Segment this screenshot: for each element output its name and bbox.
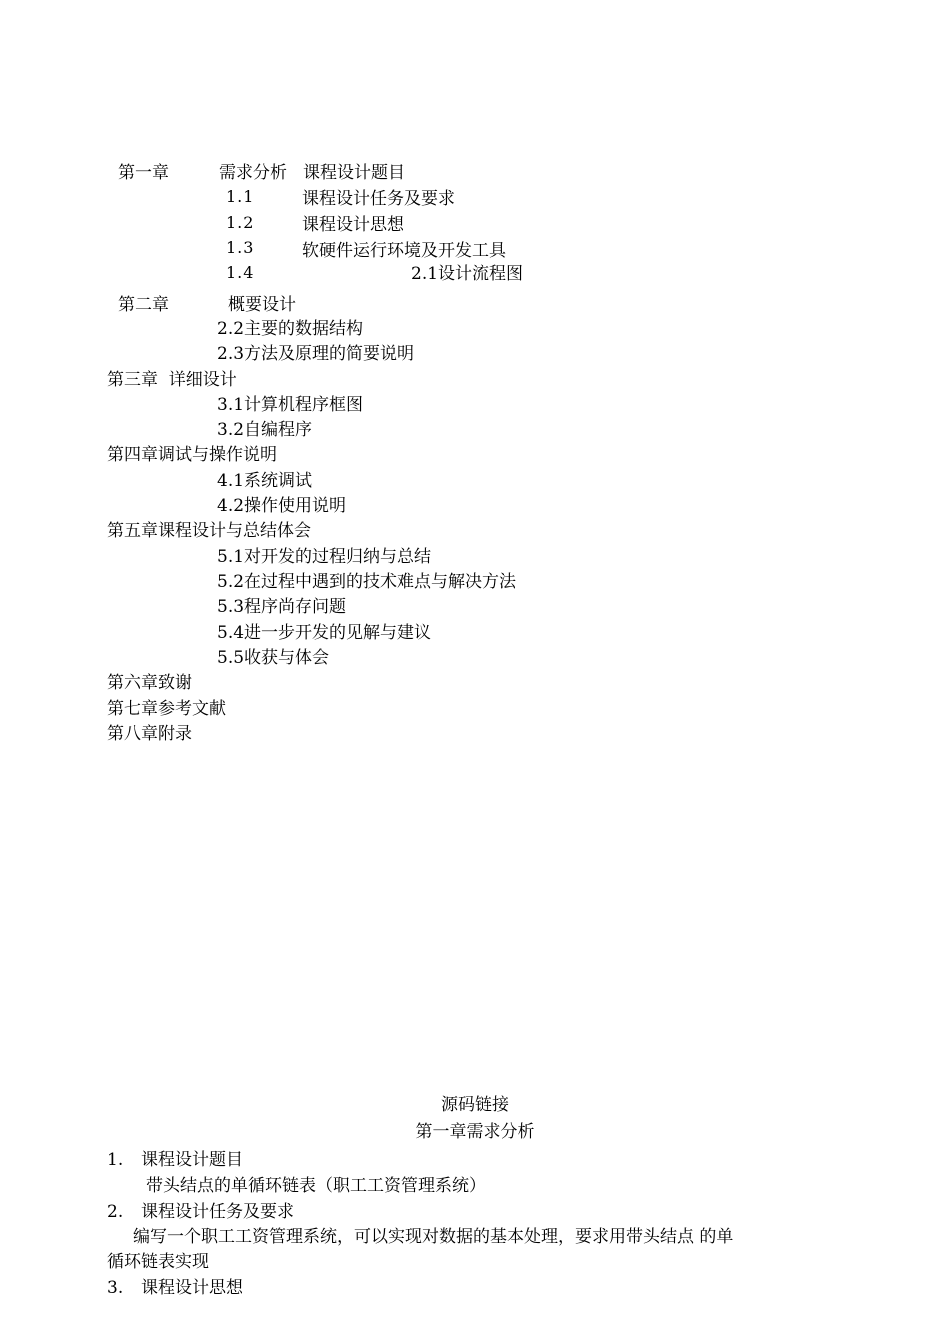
toc-item-3-2: 3.2自编程序 — [217, 420, 313, 440]
toc-item-1-1-num: 1.1 — [226, 187, 255, 206]
toc-item-5-4: 5.4进一步开发的见解与建议 — [217, 623, 432, 643]
toc-ch5: 第五章课程设计与总结体会 — [107, 521, 311, 541]
toc-item-1-2-text: 课程设计思想 — [302, 215, 404, 235]
section-3-number: 3. — [107, 1278, 124, 1298]
toc-ch4: 第四章调试与操作说明 — [107, 445, 277, 465]
toc-item-5-1: 5.1对开发的过程归纳与总结 — [217, 547, 432, 567]
chapter-heading: 第一章需求分析 — [415, 1122, 535, 1142]
section-2-text-line2: 循环链表实现 — [107, 1252, 209, 1272]
toc-ch3: 第三章 详细设计 — [107, 370, 237, 390]
section-1-text: 带头结点的单循环链表（职工工资管理系统） — [146, 1176, 486, 1196]
toc-item-1-3-text: 软硬件运行环境及开发工具 — [302, 241, 506, 261]
toc-item-2-2: 2.2主要的数据结构 — [217, 319, 364, 339]
toc-ch1-first-item: 课程设计题目 — [303, 163, 405, 183]
toc-item-1-1-text: 课程设计任务及要求 — [302, 189, 455, 209]
toc-item-5-5: 5.5收获与体会 — [217, 648, 330, 668]
section-1-title: 课程设计题目 — [141, 1150, 243, 1170]
toc-item-1-2-num: 1.2 — [226, 213, 255, 232]
toc-item-3-1: 3.1计算机程序框图 — [217, 395, 364, 415]
toc-item-4-1: 4.1系统调试 — [217, 471, 313, 491]
toc-item-2-1-text: 2.1设计流程图 — [411, 264, 524, 284]
toc-item-4-2: 4.2操作使用说明 — [217, 496, 347, 516]
toc-ch1-title: 第一章 — [118, 163, 169, 183]
toc-ch2-name: 概要设计 — [228, 295, 296, 315]
toc-item-1-4-num: 1.4 — [226, 263, 255, 282]
toc-ch6: 第六章致谢 — [107, 673, 192, 693]
source-code-link[interactable]: 源码链接 — [441, 1095, 509, 1115]
toc-ch2-title: 第二章 — [118, 295, 169, 315]
toc-item-2-3: 2.3方法及原理的简要说明 — [217, 344, 415, 364]
toc-ch1-name: 需求分析 — [219, 163, 287, 183]
section-2-number: 2. — [107, 1202, 124, 1222]
toc-ch8: 第八章附录 — [107, 724, 192, 744]
section-3-title: 课程设计思想 — [141, 1278, 243, 1298]
toc-item-5-3: 5.3程序尚存问题 — [217, 597, 347, 617]
section-1-number: 1. — [107, 1150, 124, 1170]
toc-item-1-3-num: 1.3 — [226, 238, 255, 257]
section-2-text-line1: 编写一个职工工资管理系统，可以实现对数据的基本处理，要求用带头结点 的单 — [133, 1227, 734, 1247]
section-2-title: 课程设计任务及要求 — [141, 1202, 294, 1222]
toc-item-5-2: 5.2在过程中遇到的技术难点与解决方法 — [217, 572, 517, 592]
toc-ch7: 第七章参考文献 — [107, 699, 226, 719]
